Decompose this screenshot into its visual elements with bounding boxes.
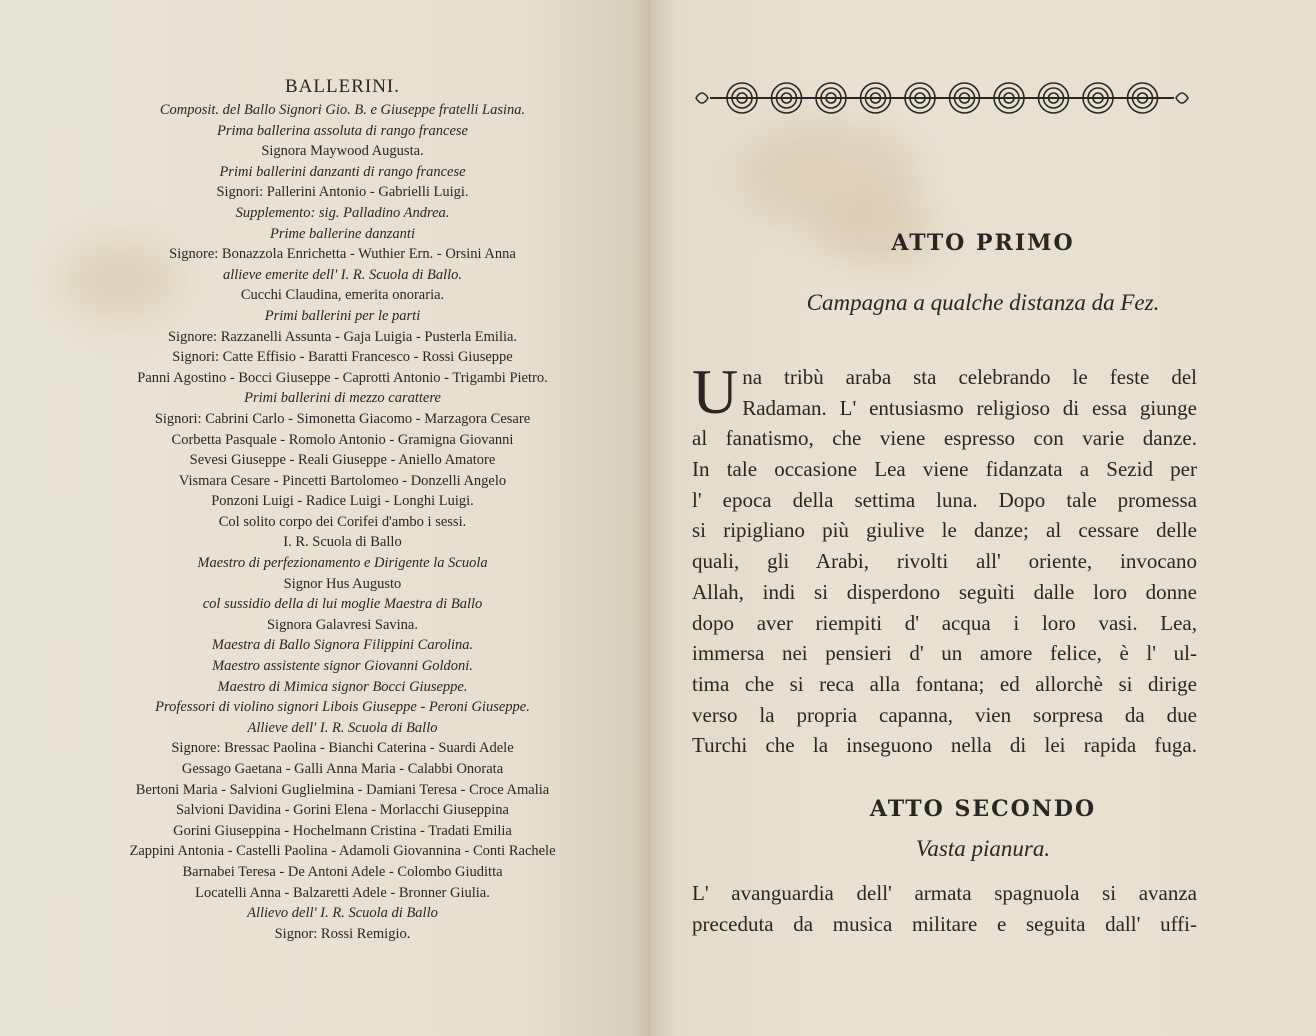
cast-line: Signore: Razzanelli Assunta - Gaja Luigia - Pusterla Emilia. bbox=[167, 328, 518, 345]
text-line: Allah, indi si disperdono seguìti dalle loro donne bbox=[692, 579, 1197, 604]
text-line: verso la propria capanna, vien sorpresa da due bbox=[692, 702, 1197, 727]
act1-text bbox=[692, 356, 1197, 761]
act1-scene: Campagna a qualche distanza da Fez. bbox=[806, 290, 1160, 315]
cast-line: Signori: Catte Effisio - Baratti Francesco - Rossi Giuseppe bbox=[172, 349, 513, 366]
text-line: Radaman. L' entusiasmo religioso di essa giunge bbox=[742, 395, 1197, 420]
cast-line: Cucchi Claudina, emerita onoraria. bbox=[240, 287, 445, 304]
ornament-border bbox=[692, 80, 1192, 116]
cast-line: Signor: Rossi Remigio. bbox=[274, 925, 411, 942]
text-line: preceduta da musica militare e seguita dall' uffi- bbox=[692, 911, 1197, 936]
cast-line: Signore: Bressac Paolina - Bianchi Caterina - Suardi Adele bbox=[171, 740, 514, 757]
cast-line: col sussidio della di lui moglie Maestra di Ballo bbox=[202, 596, 483, 613]
cast-line: Sevesi Giuseppe - Reali Giuseppe - Aniello Amatore bbox=[189, 452, 496, 469]
cast-line: Maestra di Ballo Signora Filippini Carolina. bbox=[211, 637, 474, 654]
cast-line: allieve emerite dell' I. R. Scuola di Ballo. bbox=[222, 266, 463, 283]
text-line: dopo aver riempiti d' acqua i loro vasi. Lea, bbox=[692, 610, 1197, 635]
cast-line: Barnabei Teresa - De Antoni Adele - Colombo Giuditta bbox=[182, 863, 503, 880]
text-line: si ripigliano più giulive le danze; al cessare delle bbox=[692, 518, 1197, 543]
cast-line: Panni Agostino - Bocci Giuseppe - Caprotti Antonio - Trigambi Pietro. bbox=[137, 369, 548, 386]
text-line: quali, gli Arabi, rivolti all' oriente, invocano bbox=[692, 549, 1197, 574]
cast-line: Primi ballerini di mezzo carattere bbox=[244, 390, 441, 407]
cast-line: Allievo dell' I. R. Scuola di Ballo bbox=[247, 905, 438, 922]
cast-heading: BALLERINI. bbox=[284, 76, 400, 97]
cast-line: Primi ballerini per le parti bbox=[264, 307, 421, 324]
cast-line: Prima ballerina assoluta di rango francese bbox=[217, 122, 468, 139]
cast-line: Locatelli Anna - Balzaretti Adele - Bronner Giulia. bbox=[195, 884, 490, 901]
cast-line: Supplemento: sig. Palladino Andrea. bbox=[235, 204, 450, 221]
cast-line: Bertoni Maria - Salvioni Guglielmina - Damiani Teresa - Croce Amalia bbox=[135, 781, 550, 798]
act1-title: ATTO PRIMO bbox=[891, 230, 1075, 256]
cast-line: Ponzoni Luigi - Radice Luigi - Longhi Luigi. bbox=[211, 493, 474, 510]
text-line: l' epoca della settima luna. Dopo tale promessa bbox=[692, 487, 1197, 512]
cast-line: Signori: Pallerini Antonio - Gabrielli Luigi. bbox=[216, 184, 469, 201]
act2-title: ATTO SECONDO bbox=[869, 796, 1097, 822]
cast-line: Gorini Giuseppina - Hochelmann Cristina - Tradati Emilia bbox=[173, 822, 512, 839]
cast-line: Col solito corpo dei Corifei d'ambo i sessi. bbox=[218, 513, 467, 530]
cast-line: Zappini Antonia - Castelli Paolina - Adamoli Giovannina - Conti Rachele bbox=[129, 843, 556, 860]
cast-line: Allieve dell' I. R. Scuola di Ballo bbox=[247, 719, 438, 736]
cast-line: Gessago Gaetana - Galli Anna Maria - Calabbi Onorata bbox=[181, 761, 504, 777]
text-line: In tale occasione Lea viene fidanzata a Sezid per bbox=[692, 457, 1197, 482]
cast-line: Maestro assistente signor Giovanni Goldoni. bbox=[212, 658, 473, 675]
text-line: na tribù araba sta celebrando le feste del bbox=[742, 365, 1197, 389]
cast-line: Signori: Cabrini Carlo - Simonetta Giacomo - Marzagora Cesare bbox=[154, 410, 531, 427]
text-line: tima che si reca alla fontana; ed allorchè si dirige bbox=[692, 671, 1197, 696]
cast-line: Signore: Bonazzola Enrichetta - Wuthier Ern. - Orsini Anna bbox=[169, 246, 516, 263]
cast-line: Signora Maywood Augusta. bbox=[261, 143, 424, 160]
cast-line: Signor Hus Augusto bbox=[283, 575, 402, 592]
cast-line: I. R. Scuola di Ballo bbox=[283, 534, 402, 551]
cast-line: Primi ballerini danzanti di rango francese bbox=[219, 163, 466, 180]
dropcap: U bbox=[692, 356, 739, 427]
cast-line: Maestro di perfezionamento e Dirigente la Scuola bbox=[197, 555, 488, 572]
act2-text bbox=[692, 878, 1197, 939]
left-page bbox=[0, 0, 650, 1036]
cast-line: Professori di violino signori Libois Giuseppe - Peroni Giuseppe. bbox=[155, 699, 530, 716]
cast-line: Composit. del Ballo Signori Gio. B. e Giuseppe fratelli Lasina. bbox=[159, 102, 526, 118]
text-line: L' avanguardia dell' armata spagnuola si avanza bbox=[692, 881, 1197, 905]
cast-line: Salvioni Davidina - Gorini Elena - Morlacchi Giuseppina bbox=[175, 802, 509, 819]
text-line: Turchi che la inseguono nella di lei rapida fuga. bbox=[692, 733, 1197, 758]
cast-line: Signora Galavresi Savina. bbox=[266, 616, 418, 633]
cast-line: Corbetta Pasquale - Romolo Antonio - Gramigna Giovanni bbox=[171, 431, 514, 448]
text-line: al fanatismo, che viene espresso con varie danze. bbox=[692, 426, 1197, 451]
text-line: immersa nei pensieri d' un amore felice, è l' ul- bbox=[692, 641, 1197, 666]
cast-line: Vismara Cesare - Pincetti Bartolomeo - Donzelli Angelo bbox=[178, 472, 507, 489]
cast-list bbox=[70, 74, 615, 944]
act2-scene: Vasta pianura. bbox=[915, 836, 1051, 861]
cast-line: Maestro di Mimica signor Bocci Giuseppe. bbox=[217, 678, 468, 695]
cast-line: Prime ballerine danzanti bbox=[270, 225, 415, 242]
